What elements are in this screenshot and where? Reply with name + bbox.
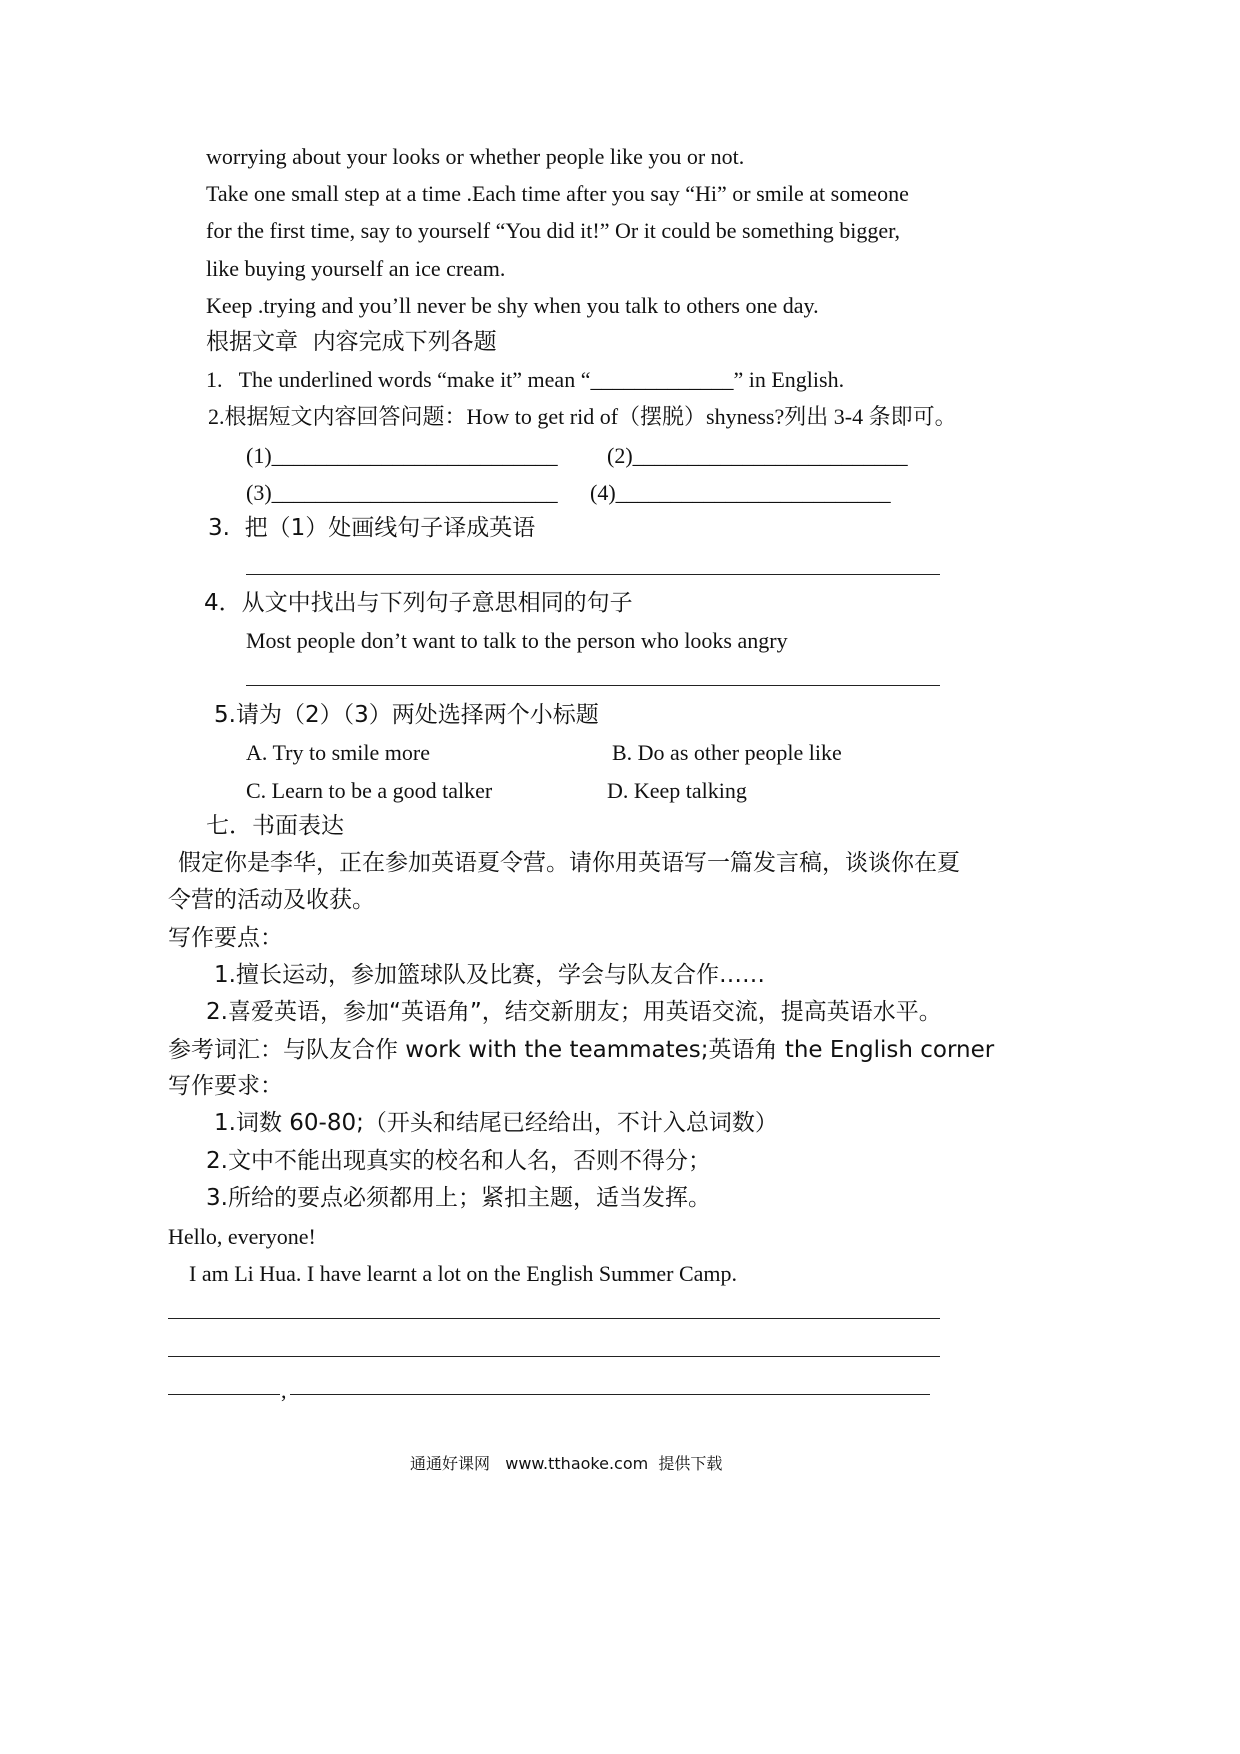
- passage-line: for the first time, say to yourself “You did it!” Or it could be something bigger,: [206, 218, 901, 243]
- question-5: 5.请为（2）（3）两处选择两个小标题: [214, 702, 599, 728]
- writing-requirement: 1.词数 60-80;（开头和结尾已经给出，不计入总词数）: [214, 1110, 778, 1136]
- points-title: 写作要点：: [168, 925, 283, 951]
- option-b: B. Do as other people like: [612, 740, 842, 765]
- writing-line[interactable]: [168, 1394, 280, 1395]
- writing-requirement: 3.所给的要点必须都用上；紧扣主题，适当发挥。: [206, 1185, 711, 1211]
- footer-credit: 通通好课网 www.tthaoke.com 提供下载: [410, 1454, 723, 1473]
- question-1: 1. The underlined words “make it” mean “_____________” in English.: [206, 367, 845, 392]
- opening-sentence: I am Li Hua. I have learnt a lot on the English Summer Camp.: [189, 1261, 738, 1286]
- writing-line[interactable]: [168, 1318, 940, 1319]
- passage-line: Keep .trying and you’ll never be shy when you talk to others one day.: [206, 293, 819, 318]
- answer-line-q4[interactable]: [246, 685, 940, 686]
- question-2: 2.根据短文内容回答问题：How to get rid of（摆脱）shyness?列出 3-4 条即可。: [208, 404, 957, 429]
- section-title: 七．书面表达: [206, 813, 344, 839]
- task-instruction: 根据文章 内容完成下列各题: [206, 329, 497, 355]
- vocabulary-note: 参考词汇：与队友合作 work with the teammates;英语角 the English corner: [168, 1037, 995, 1063]
- passage-line: worrying about your looks or whether people like you or not.: [206, 144, 745, 169]
- requirements-title: 写作要求：: [168, 1073, 283, 1099]
- question-4: 4．从文中找出与下列句子意思相同的句子: [204, 590, 633, 616]
- writing-prompt: 假定你是李华，正在参加英语夏令营。请你用英语写一篇发言稿，谈谈你在夏: [178, 850, 960, 876]
- passage-line: Take one small step at a time .Each time after you say “Hi” or smile at someone: [206, 181, 909, 206]
- writing-line-comma: ,: [281, 1378, 287, 1403]
- answer-blank-1[interactable]: (1)__________________________: [246, 443, 558, 468]
- answer-blank-3[interactable]: (3)__________________________: [246, 480, 558, 505]
- writing-point: 1.擅长运动，参加篮球队及比赛，学会与队友合作……: [214, 962, 765, 988]
- answer-blank-4[interactable]: (4)_________________________: [590, 480, 891, 505]
- writing-prompt: 令营的活动及收获。: [168, 887, 375, 913]
- option-d: D. Keep talking: [607, 778, 747, 803]
- writing-point: 2.喜爱英语，参加“英语角”，结交新朋友；用英语交流，提高英语水平。: [206, 999, 942, 1025]
- option-a: A. Try to smile more: [246, 740, 430, 765]
- writing-requirement: 2.文中不能出现真实的校名和人名，否则不得分；: [206, 1148, 711, 1174]
- option-c: C. Learn to be a good talker: [246, 778, 493, 803]
- writing-line[interactable]: [290, 1394, 930, 1395]
- answer-line-q3[interactable]: [246, 574, 940, 575]
- question-3: 3. 把（1）处画线句子译成英语: [208, 515, 536, 541]
- question-4-sentence: Most people don’t want to talk to the person who looks angry: [246, 628, 788, 653]
- writing-line[interactable]: [168, 1356, 940, 1357]
- greeting: Hello, everyone!: [168, 1224, 316, 1249]
- passage-line: like buying yourself an ice cream.: [206, 256, 506, 281]
- answer-blank-2[interactable]: (2)_________________________: [607, 443, 908, 468]
